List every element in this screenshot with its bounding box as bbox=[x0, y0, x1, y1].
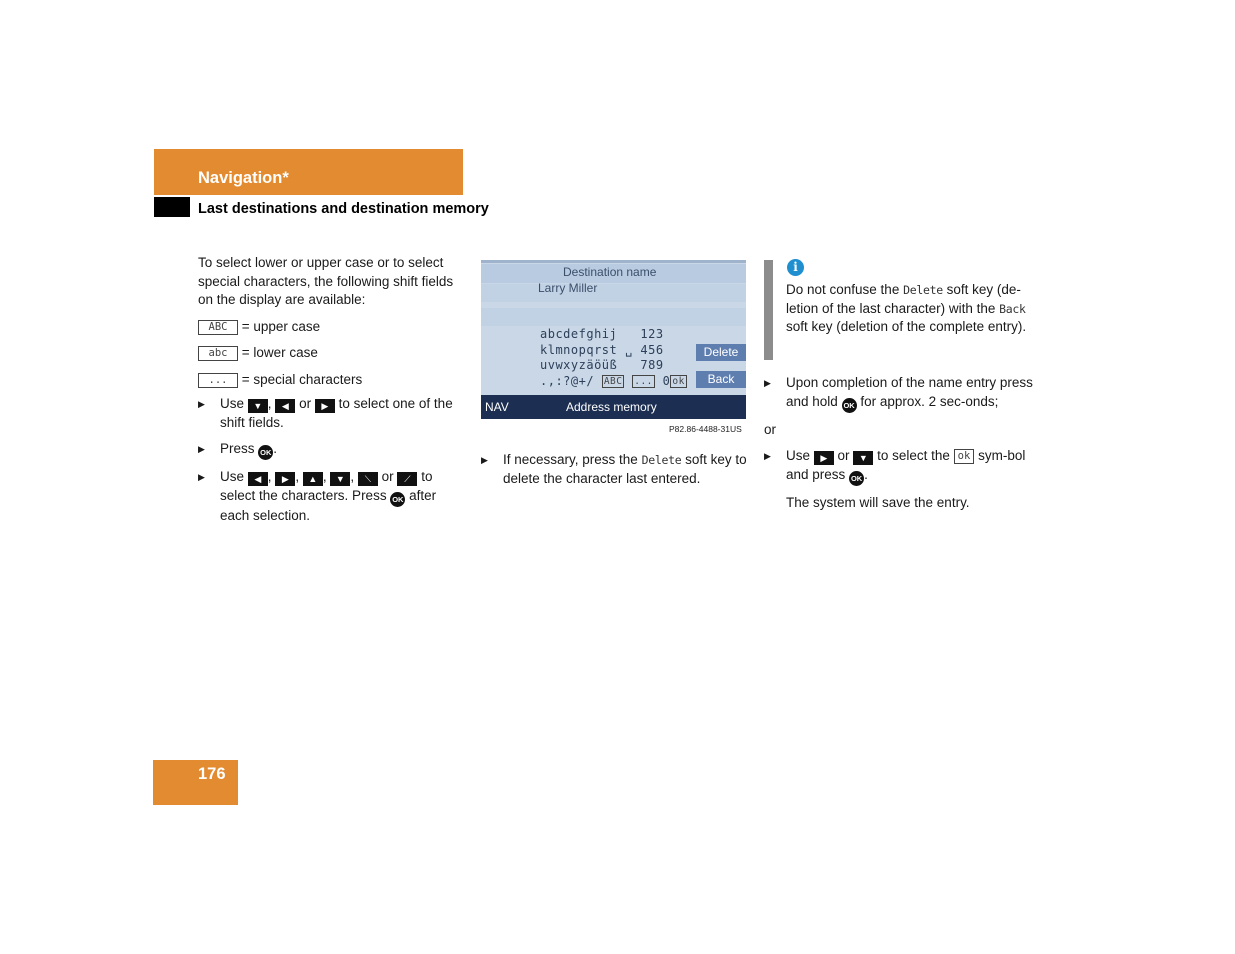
left-column bbox=[198, 254, 464, 525]
arrow-down-icon: ▼ bbox=[248, 399, 268, 413]
shift-field-upper: ABC = upper case bbox=[198, 318, 464, 337]
arrow-diagonal-up-icon: ⟋ bbox=[397, 472, 417, 486]
ok-icon: OK bbox=[842, 398, 857, 413]
keyboard-row-2: klmnopqrst ␣ 456 bbox=[540, 343, 664, 357]
step-select-ok-symbol: ▶ Use ▶ or ▼ to select the ok sym-bol and press OK . bbox=[764, 447, 1034, 486]
info-side-bar bbox=[764, 260, 773, 360]
back-key-label: Back bbox=[999, 301, 1026, 316]
bullet-icon: ▶ bbox=[198, 399, 205, 409]
back-softkey[interactable]: Back bbox=[696, 371, 746, 388]
arrow-left-icon: ◀ bbox=[248, 472, 268, 486]
bullet-icon: ▶ bbox=[481, 455, 488, 465]
screen-entry: Larry Miller bbox=[538, 281, 598, 295]
bullet-icon: ▶ bbox=[198, 444, 205, 454]
keyboard-row-3: uvwxyzäöüß 789 bbox=[540, 358, 664, 372]
delete-softkey[interactable]: Delete bbox=[696, 344, 746, 361]
ok-icon: OK bbox=[390, 492, 405, 507]
ok-icon: OK bbox=[849, 471, 864, 486]
nav-title: Address memory bbox=[566, 400, 657, 414]
arrow-left-icon: ◀ bbox=[275, 399, 295, 413]
subtitle-marker bbox=[154, 197, 190, 217]
shift-key-lower: abc bbox=[198, 346, 238, 361]
page-subtitle: Last destinations and destination memory bbox=[198, 201, 489, 217]
shift-field-lower: abc = lower case bbox=[198, 344, 464, 363]
ok-icon: OK bbox=[258, 445, 273, 460]
info-icon: i bbox=[787, 259, 804, 276]
keyboard-row-4: .,:?@+/ ABC ... 0 ok bbox=[540, 374, 685, 388]
or-text: or bbox=[764, 421, 777, 437]
bullet-icon: ▶ bbox=[764, 378, 771, 388]
step-select-characters: ▶ Use ◀ , ▶ , ▲ , ▼ , ⟍ or ⟋ to select the characters. Press OK after each selection. bbox=[198, 469, 437, 523]
screen-nav-bar bbox=[481, 395, 746, 419]
middle-column bbox=[481, 451, 747, 488]
shift-field-special: ... = special characters bbox=[198, 371, 464, 390]
arrow-diagonal-down-icon: ⟍ bbox=[358, 472, 378, 486]
delete-key-label: Delete bbox=[903, 283, 943, 297]
arrow-up-icon: ▲ bbox=[303, 472, 323, 486]
step-select-shift: ▶ Use ▼ , ◀ or ▶ to select one of the shift fields. bbox=[198, 396, 453, 430]
shift-key-upper: ABC bbox=[198, 320, 238, 335]
bullet-icon: ▶ bbox=[198, 472, 205, 482]
arrow-right-icon: ▶ bbox=[275, 472, 295, 486]
arrow-down-icon: ▼ bbox=[853, 451, 873, 465]
page-number: 176 bbox=[198, 765, 226, 783]
bullet-icon: ▶ bbox=[764, 451, 771, 461]
screen-title: Destination name bbox=[563, 265, 657, 279]
nav-label: NAV bbox=[485, 400, 509, 414]
result-text: The system will save the entry. bbox=[786, 494, 970, 510]
arrow-right-icon: ▶ bbox=[814, 451, 834, 465]
info-text: Do not confuse the Delete soft key (de-letion of the last character) with the Back soft key (deletion of the complete entry). bbox=[786, 282, 1027, 334]
arrow-down-icon: ▼ bbox=[330, 472, 350, 486]
step-delete: ▶ If necessary, press the Delete soft key to delete the character last entered. bbox=[481, 452, 747, 486]
step-press-ok: ▶ Press OK . bbox=[198, 440, 464, 460]
step-hold-ok: ▶ Upon completion of the name entry press and hold OK for approx. 2 sec-onds; bbox=[764, 374, 1034, 413]
section-title: Navigation* bbox=[198, 169, 289, 187]
arrow-right-icon: ▶ bbox=[315, 399, 335, 413]
intro-text: To select lower or upper case or to select special characters, the following shift fields on the display are available: bbox=[198, 255, 454, 307]
ok-symbol-key: ok bbox=[954, 449, 975, 464]
navigation-display-screenshot bbox=[481, 260, 746, 419]
keyboard-row-1: abcdefghij 123 bbox=[540, 327, 664, 341]
figure-caption: P82.86-4488-31US bbox=[669, 424, 742, 434]
delete-key-label: Delete bbox=[641, 453, 682, 467]
right-column bbox=[764, 374, 1034, 512]
shift-key-special: ... bbox=[198, 373, 238, 388]
